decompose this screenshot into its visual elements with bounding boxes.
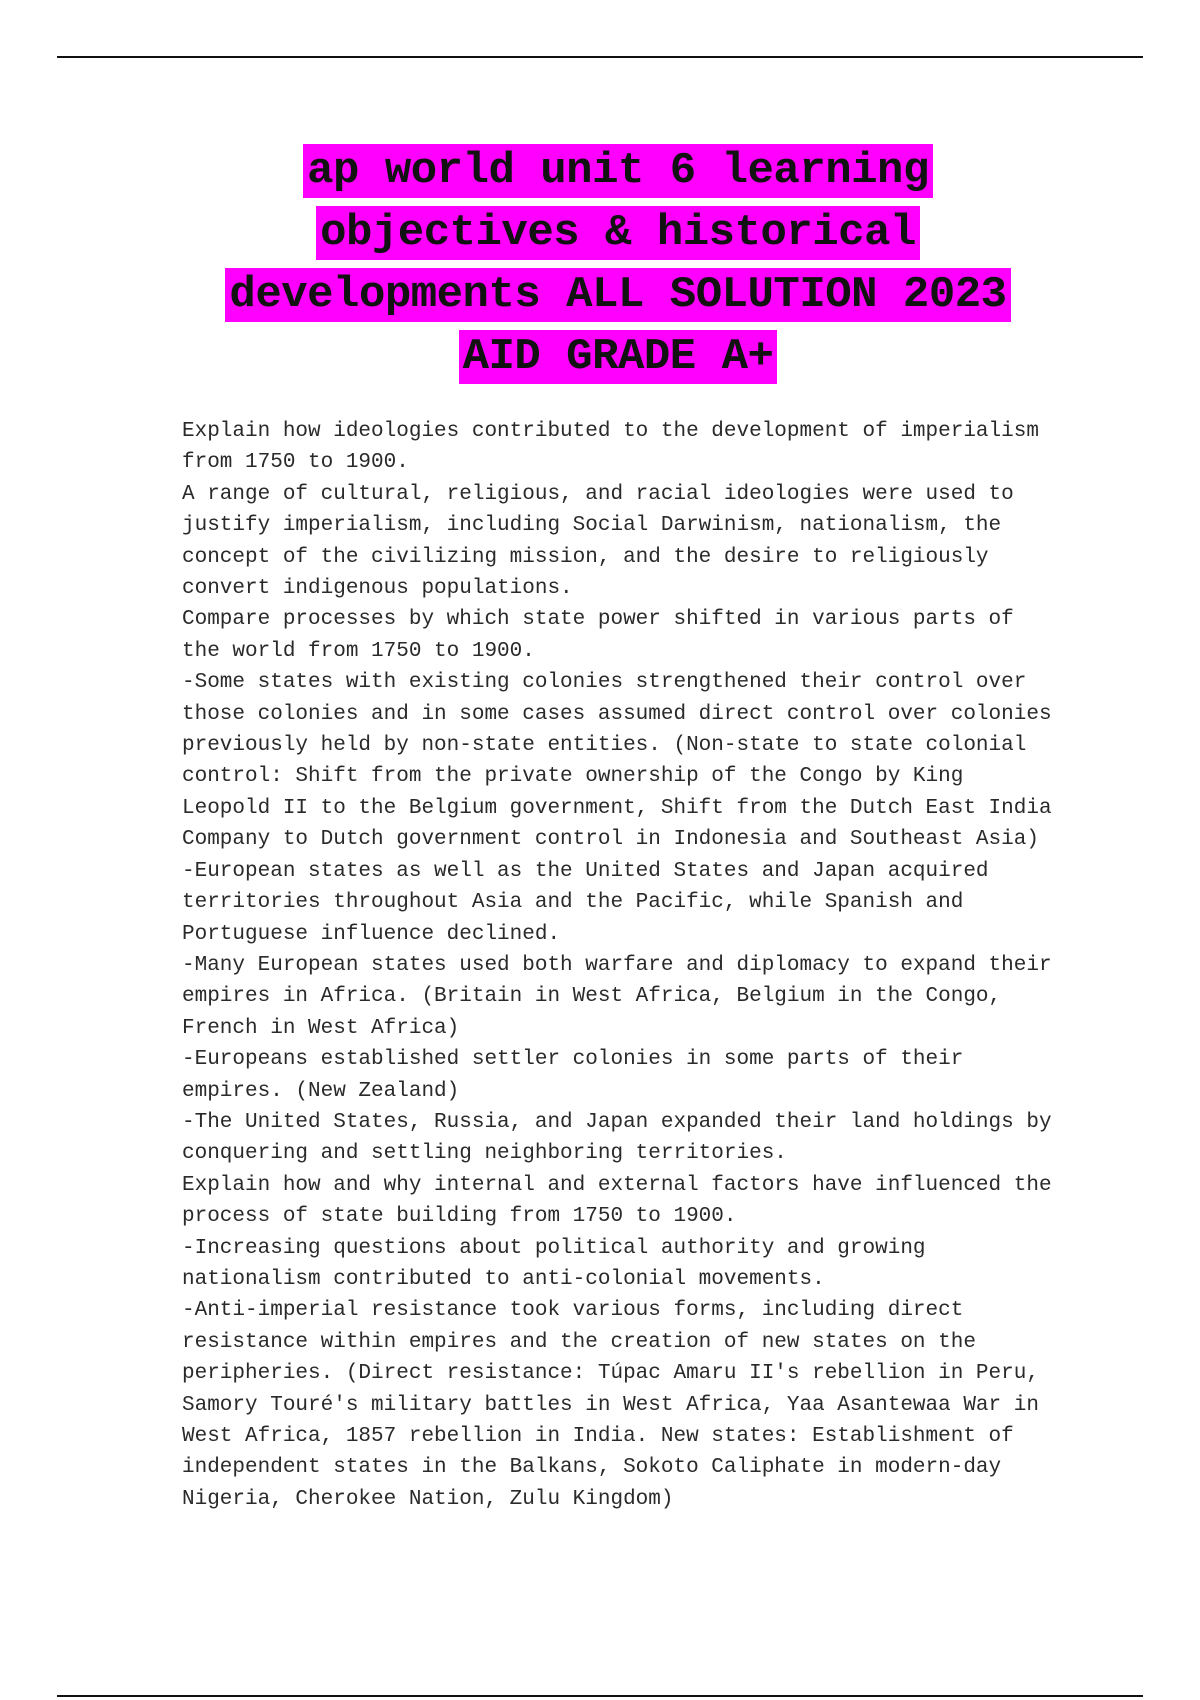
top-rule <box>57 56 1143 58</box>
document-title <box>178 140 1058 388</box>
paragraph-objective-2: Compare processes by which state power shifted in various parts of the world from 1750 to 1900. <box>182 608 1014 663</box>
paragraph-answer-3a: -Increasing questions about political authority and growing nationalism contributed to anti-colonial movements. <box>182 1236 926 1291</box>
paragraph-objective-3: Explain how and why internal and external factors have influenced the process of state building from 1750 to 1900. <box>182 1173 1052 1229</box>
paragraph-answer-2b: -European states as well as the United States and Japan acquired territories throughout Asia and the Pacific, while Spanish and Portuguese influence declined. <box>182 859 989 946</box>
document-content <box>182 416 1058 1515</box>
paragraph-answer-2a: -Some states with existing colonies strengthened their control over those colonies and in some cases assumed direct control over colonies previously held by non-state entities. (Non-state to state colonial control: Shift from the private ownership of the Congo by King Leopold II to the Belgium government, Shift from the Dutch East India Company to Dutch government control in Indonesia and Southeast Asia) <box>182 671 1052 852</box>
paragraph-answer-3b: -Anti-imperial resistance took various forms, including direct resistance within empires and the creation of new states on the peripheries. (Direct resistance: Túpac Amaru II's rebellion in Peru, Samory Touré's military battles in West Africa, Yaa Asantewaa War in West Africa, 1857 rebellion in India. New states: Establishment of independent states in the Balkans, Sokoto Caliphate in modern-day Nigeria, Cherokee Nation, Zulu Kingdom) <box>182 1299 1039 1511</box>
paragraph-objective-1: Explain how ideologies contributed to the development of imperialism from 1750 to 1900. <box>182 420 1039 475</box>
title-highlight: ap world unit 6 learning objectives & historical developments ALL SOLUTION 2023 AID GRADE A+ <box>225 144 1010 384</box>
paragraph-answer-2d: -Europeans established settler colonies in some parts of their empires. (New Zealand) <box>182 1048 964 1103</box>
page-body <box>178 140 1058 1515</box>
paragraph-answer-2e: -The United States, Russia, and Japan expanded their land holdings by conquering and settling neighboring territories. <box>182 1110 1052 1166</box>
paragraph-answer-1: A range of cultural, religious, and racial ideologies were used to justify imperialism, including Social Darwinism, nationalism, the concept of the civilizing mission, and the desire to religiously convert indigenous populations. <box>182 482 1014 601</box>
paragraph-answer-2c: -Many European states used both warfare and diplomacy to expand their empires in Africa. (Britain in West Africa, Belgium in the Congo, French in West Africa) <box>182 953 1052 1040</box>
bottom-rule <box>57 1695 1143 1697</box>
